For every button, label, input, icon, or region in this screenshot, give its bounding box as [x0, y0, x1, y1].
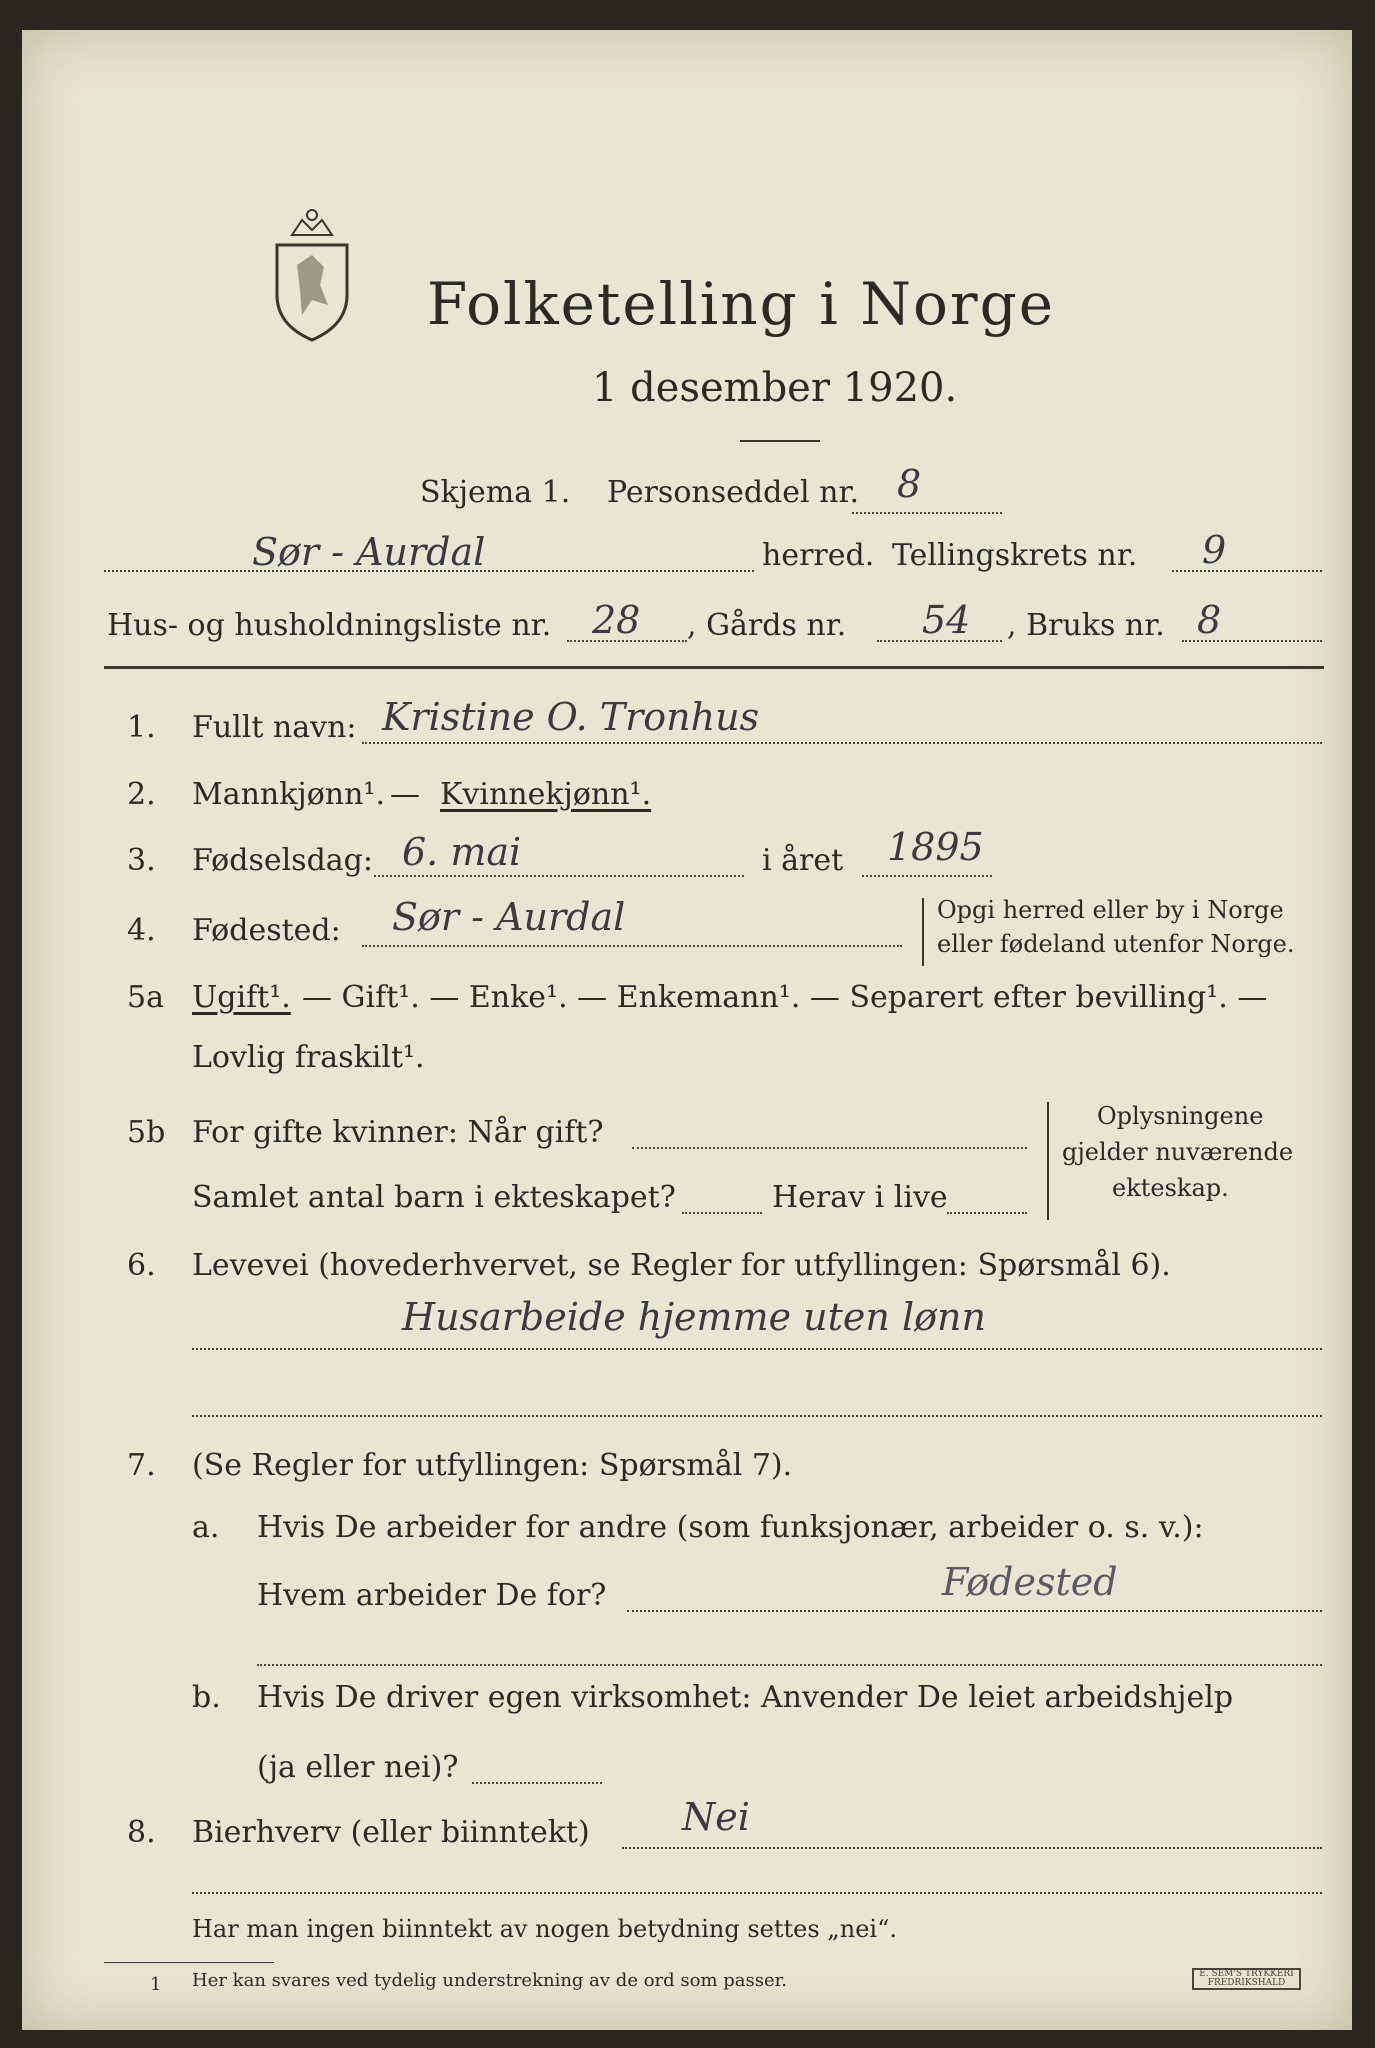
q4-number: 4. — [127, 913, 156, 948]
herred-value: Sør - Aurdal — [252, 530, 486, 574]
q3-number: 3. — [127, 843, 156, 878]
q7a-line-2 — [257, 1664, 1322, 1666]
printer-stamp: E. SEM'S TRYKKERI FREDRIKSHALD — [1192, 1968, 1301, 1990]
q5b-brace — [1047, 1102, 1049, 1220]
q5a-ugift: Ugift¹. — [192, 980, 291, 1015]
q7a-letter: a. — [192, 1510, 220, 1545]
q2-dash: — — [390, 777, 420, 812]
q7b-line — [472, 1782, 602, 1784]
q7a-line-1 — [627, 1610, 1322, 1612]
gards-label: , Gårds nr. — [687, 608, 847, 643]
q5b-line-3 — [947, 1212, 1027, 1214]
personseddel-line — [852, 512, 1002, 514]
q8-number: 8. — [127, 1815, 156, 1850]
census-form-page — [22, 30, 1352, 2030]
q4-line — [362, 945, 902, 947]
tellingskrets-value: 9 — [1202, 528, 1227, 572]
schema-label: Skjema 1. — [420, 475, 571, 510]
q6-line-2 — [192, 1415, 1322, 1417]
footnote-mark: 1 — [150, 1974, 162, 1995]
tellingskrets-line — [1172, 570, 1322, 572]
q7-number: 7. — [127, 1448, 156, 1483]
q5a-number: 5a — [127, 980, 164, 1015]
bruks-label: , Bruks nr. — [1007, 608, 1165, 643]
personseddel-label: Personseddel nr. — [607, 475, 860, 510]
q1-label: Fullt navn: — [192, 710, 357, 745]
gards-value: 54 — [922, 598, 971, 642]
q7a-text: Hvis De arbeider for andre (som funksjonær, arbeider o. s. v.): — [257, 1510, 1204, 1545]
personseddel-value: 8 — [897, 462, 922, 506]
q1-line — [362, 742, 1322, 744]
q7b-question: (ja eller nei)? — [257, 1750, 459, 1785]
q8-line-2 — [192, 1892, 1322, 1894]
q6-line-1 — [192, 1348, 1322, 1350]
q4-brace — [922, 898, 924, 966]
bruks-value: 8 — [1197, 598, 1222, 642]
q5b-line-1 — [632, 1147, 1027, 1149]
q4-note-2: eller fødeland utenfor Norge. — [937, 930, 1295, 958]
q5b-married-when: For gifte kvinner: Når gift? — [192, 1115, 604, 1150]
husliste-label: Hus- og husholdningsliste nr. — [107, 608, 552, 643]
q3-year-line — [862, 875, 992, 877]
q2-female: Kvinnekjønn¹. — [440, 777, 652, 812]
header-divider — [104, 666, 1324, 669]
form-title: Folketelling i Norge — [427, 270, 1056, 338]
footer-note: Har man ingen biinntekt av nogen betydning settes „nei“. — [192, 1915, 897, 1943]
q6-number: 6. — [127, 1248, 156, 1283]
q3-line — [374, 875, 744, 877]
q3-label: Fødselsdag: — [192, 843, 373, 878]
q3-year: 1895 — [887, 825, 984, 869]
q7a-question: Hvem arbeider De for? — [257, 1578, 607, 1613]
q2-number: 2. — [127, 777, 156, 812]
q5b-note-1: Oplysningene — [1097, 1102, 1264, 1130]
q8-side-income: Nei — [682, 1795, 750, 1839]
q1-number: 1. — [127, 710, 156, 745]
herred-label: herred. — [762, 538, 875, 573]
q4-note-1: Opgi herred eller by i Norge — [937, 896, 1284, 924]
q3-year-label: i året — [762, 843, 844, 878]
census-date: 1 desember 1920. — [592, 365, 958, 411]
q5b-children-total: Samlet antal barn i ekteskapet? — [192, 1180, 676, 1215]
footnote-text: Her kan svares ved tydelig understrekning av de ord som passer. — [192, 1970, 787, 1991]
q5a-line2: Lovlig fraskilt¹. — [192, 1040, 425, 1075]
q6-label: Levevei (hovederhvervet, se Regler for utfyllingen: Spørsmål 6). — [192, 1248, 1171, 1283]
q8-line-1 — [622, 1847, 1322, 1849]
q5a-options: — Gift¹. — Enke¹. — Enkemann¹. — Separert efter bevilling¹. — — [302, 980, 1268, 1015]
q8-label: Bierhverv (eller biinntekt) — [192, 1815, 590, 1850]
coat-of-arms-icon — [262, 205, 362, 349]
q7b-text: Hvis De driver egen virksomhet: Anvender De leiet arbeidshjelp — [257, 1680, 1234, 1715]
q5b-note-2: gjelder nuværende — [1062, 1138, 1294, 1166]
husliste-value: 28 — [592, 598, 641, 642]
q7a-employer: Fødested — [942, 1560, 1118, 1604]
q2-male: Mannkjønn¹. — [192, 777, 385, 812]
q3-birthday: 6. mai — [402, 830, 522, 874]
title-divider — [740, 440, 820, 442]
q7-label: (Se Regler for utfyllingen: Spørsmål 7). — [192, 1448, 793, 1483]
q5b-note-3: ekteskap. — [1112, 1174, 1229, 1202]
q5b-alive-label: Herav i live — [772, 1180, 948, 1215]
footnote-rule — [104, 1962, 274, 1963]
q7b-letter: b. — [192, 1680, 221, 1715]
tellingskrets-label: Tellingskrets nr. — [892, 538, 1138, 573]
q6-occupation: Husarbeide hjemme uten lønn — [402, 1295, 986, 1339]
q1-full-name: Kristine O. Tronhus — [382, 695, 760, 739]
q5b-number: 5b — [127, 1115, 166, 1150]
q5b-line-2 — [682, 1212, 762, 1214]
q4-label: Fødested: — [192, 913, 341, 948]
q4-birthplace: Sør - Aurdal — [392, 895, 626, 939]
